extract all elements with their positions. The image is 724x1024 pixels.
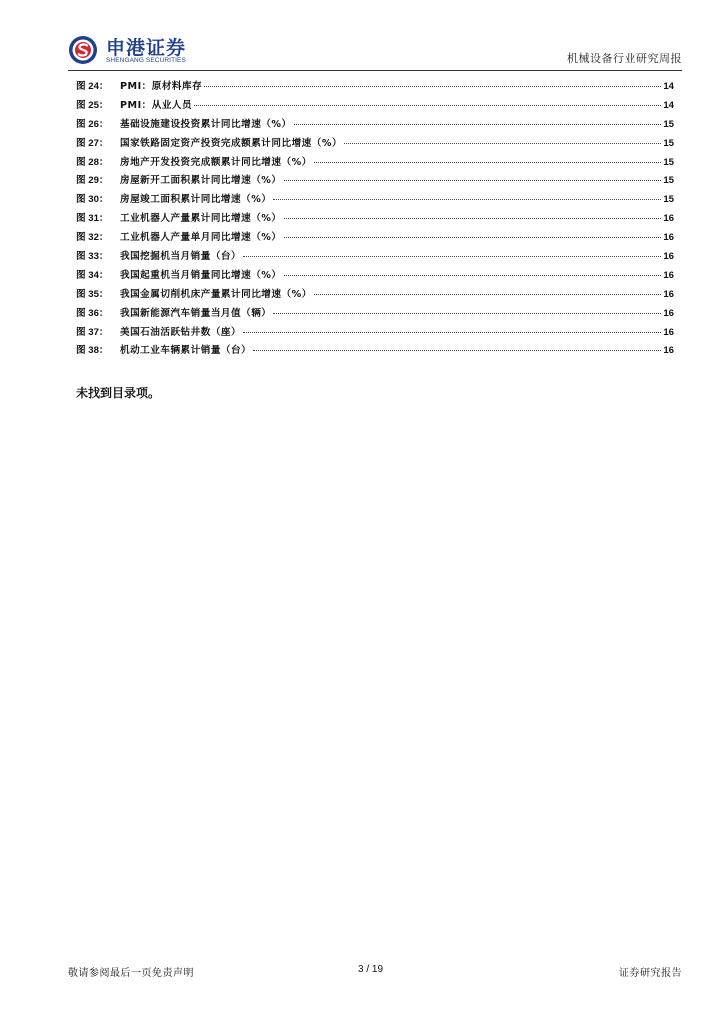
toc-entry[interactable]: [76, 248, 674, 267]
toc-entry-title: 房屋新开工面积累计同比增速（%）: [120, 175, 282, 187]
toc-entry-page: 15: [663, 175, 674, 187]
toc-entry-page: 16: [663, 269, 674, 281]
toc-entry-page: 14: [663, 99, 674, 111]
toc-entry-number: 图 25：: [76, 99, 109, 111]
page-header: [68, 34, 682, 70]
toc-entry[interactable]: [76, 229, 674, 248]
toc-entry-number: 图 36：: [76, 307, 109, 319]
toc-entry-page: 15: [663, 118, 674, 130]
toc-leader-dots: [314, 294, 662, 295]
toc-entry-page: 15: [663, 137, 674, 149]
toc-entry[interactable]: [76, 116, 674, 135]
toc-entry-page: 16: [663, 251, 674, 263]
toc-entry-number: 图 33：: [76, 251, 109, 263]
toc-entry[interactable]: [76, 324, 674, 343]
toc-entry[interactable]: [76, 267, 674, 286]
toc-entry-title: 基础设施建设投资累计同比增速（%）: [120, 118, 292, 130]
shengang-logo-icon: [68, 35, 98, 65]
toc-entry-title: 工业机器人产量单月同比增速（%）: [120, 232, 282, 244]
toc-entry-title: PMI：原材料库存: [120, 81, 203, 92]
toc-entry-title: 房屋竣工面积累计同比增速（%）: [120, 194, 272, 206]
footer-disclaimer: 敬请参阅最后一页免责声明: [68, 968, 194, 979]
toc-entry-number: 图 34：: [76, 269, 109, 281]
toc-entry[interactable]: [76, 97, 674, 116]
toc-leader-dots: [314, 162, 662, 163]
toc-leader-dots: [273, 313, 661, 314]
toc-leader-dots: [243, 332, 661, 333]
toc-leader-dots: [284, 237, 662, 238]
toc-entry[interactable]: [76, 342, 674, 361]
toc-entry-title: PMI：从业人员: [120, 99, 193, 111]
toc-leader-dots: [204, 86, 661, 87]
toc-entry[interactable]: [76, 172, 674, 191]
toc-entry-title: 我国金属切削机床产量累计同比增速（%）: [120, 288, 312, 300]
toc-entry[interactable]: [76, 286, 674, 305]
toc-leader-dots: [294, 124, 662, 125]
toc-entry-number: 图 26：: [76, 118, 109, 130]
toc-leader-dots: [284, 275, 662, 276]
report-title: 机械设备行业研究周报: [567, 52, 682, 65]
toc-entry-title: 我国挖掘机当月销量（台）: [120, 251, 242, 263]
toc-entry-number: 图 38：: [76, 345, 109, 357]
toc-leader-dots: [344, 143, 661, 144]
toc-entry-title: 我国新能源汽车销量当月值（辆）: [120, 307, 272, 319]
toc-entry-page: 15: [663, 194, 674, 206]
toc-entry-page: 16: [663, 326, 674, 338]
toc-entry-number: 图 24：: [76, 81, 109, 92]
brand-name-en: SHENGANG SECURITIES: [106, 57, 186, 64]
toc-entry-page: 16: [663, 288, 674, 300]
toc-leader-dots: [194, 105, 661, 106]
toc-entry[interactable]: [76, 210, 674, 229]
toc-entry-title: 房地产开发投资完成额累计同比增速（%）: [120, 156, 312, 168]
page-footer: [68, 964, 682, 980]
toc-entry-number: 图 29：: [76, 175, 109, 187]
toc-entry-title: 国家铁路固定资产投资完成额累计同比增速（%）: [120, 137, 343, 149]
toc-entry-title: 我国起重机当月销量同比增速（%）: [120, 269, 282, 281]
toc-entry-title: 美国石油活跃钻井数（座）: [120, 326, 242, 338]
toc-entry-number: 图 27：: [76, 137, 109, 149]
toc-entry-number: 图 30：: [76, 194, 109, 206]
toc-entry[interactable]: [76, 78, 674, 97]
footer-report-type: 证券研究报告: [619, 968, 682, 979]
toc-entry-title: 机动工业车辆累计销量（台）: [120, 345, 252, 357]
toc-entry[interactable]: [76, 305, 674, 324]
toc-leader-dots: [273, 199, 661, 200]
toc-entry-number: 图 28：: [76, 156, 109, 168]
toc-entry-page: 16: [663, 232, 674, 244]
figure-toc-list: [76, 78, 674, 361]
header-divider: [68, 70, 682, 71]
toc-leader-dots: [284, 180, 662, 181]
toc-entry-page: 16: [663, 345, 674, 357]
toc-entry-number: 图 31：: [76, 213, 109, 225]
brand-name-cn: 申港证券: [106, 37, 187, 59]
toc-entry-title: 工业机器人产量累计同比增速（%）: [120, 213, 282, 225]
toc-entry-number: 图 35：: [76, 288, 109, 300]
page-number: 3 / 19: [358, 964, 384, 975]
toc-leader-dots: [284, 218, 662, 219]
toc-entry-number: 图 32：: [76, 232, 109, 244]
toc-entry-page: 16: [663, 213, 674, 225]
toc-leader-dots: [253, 350, 661, 351]
toc-entry[interactable]: [76, 191, 674, 210]
toc-entry-page: 14: [663, 81, 674, 92]
toc-not-found-note: 未找到目录项。: [76, 386, 161, 400]
toc-leader-dots: [243, 256, 661, 257]
toc-entry-number: 图 37：: [76, 326, 109, 338]
toc-entry[interactable]: [76, 135, 674, 154]
toc-entry-page: 16: [663, 307, 674, 319]
toc-entry[interactable]: [76, 154, 674, 173]
toc-entry-page: 15: [663, 156, 674, 168]
